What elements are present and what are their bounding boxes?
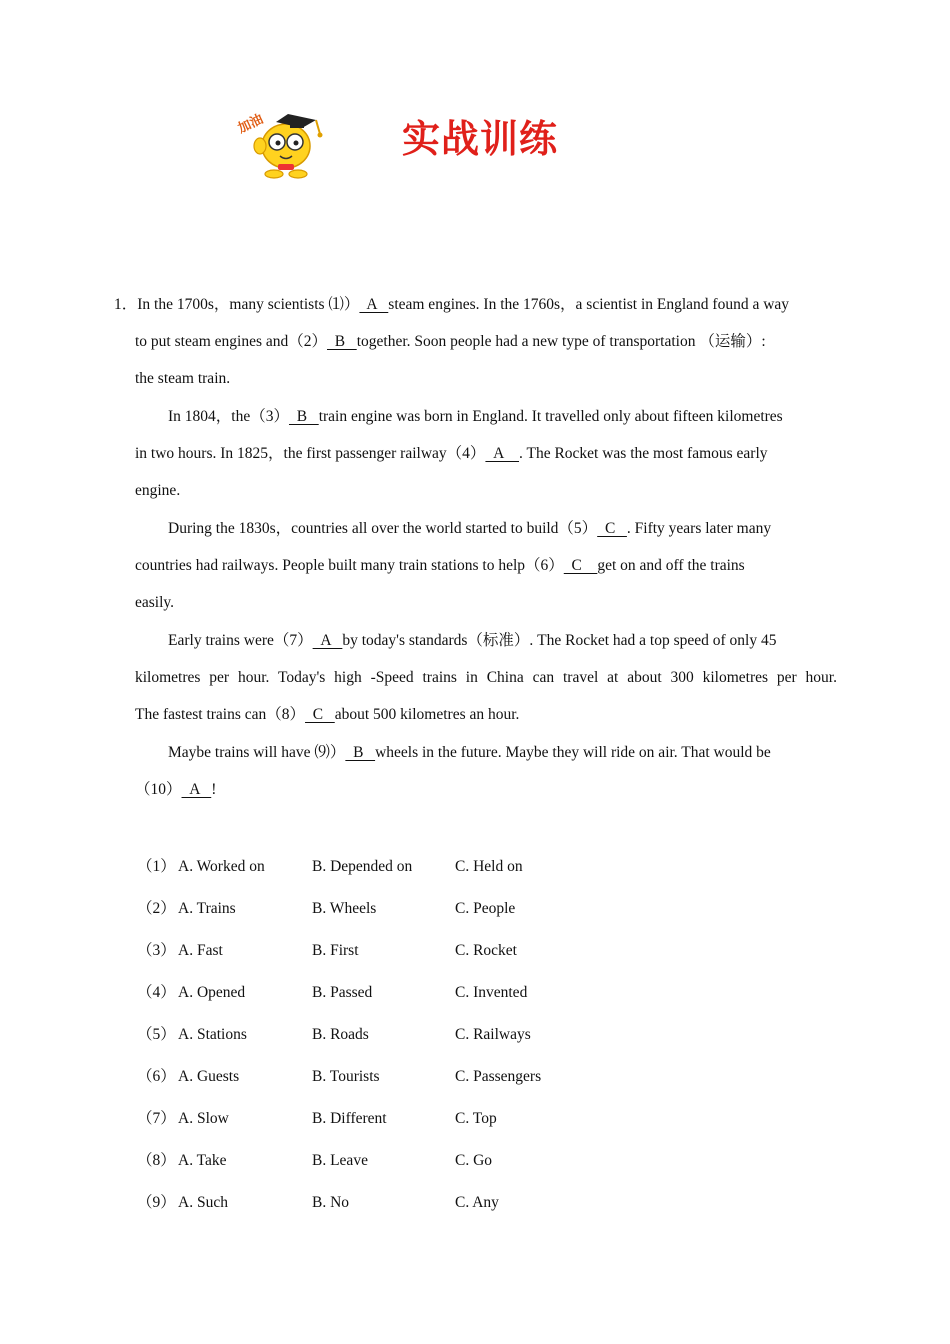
passage-line-12: The fastest trains can（8） C about 500 kilometres an hour. [135, 706, 520, 723]
answer-blank-9: B [345, 744, 376, 761]
answer-blank-8: C [305, 706, 335, 723]
answer-blank-1: A [359, 296, 389, 313]
passage-line-7: During the 1830s，countries all over the world started to build（5） C . Fifty years later many [168, 520, 772, 537]
option-b: B. Wheels [312, 900, 377, 917]
option-a: A. Slow [178, 1110, 229, 1127]
option-a: A. Trains [178, 900, 236, 917]
option-number: （1） [137, 858, 176, 875]
answer-blank-7: A [312, 632, 343, 649]
option-b: B. No [312, 1194, 350, 1211]
option-c: C. Passengers [455, 1068, 542, 1085]
option-c: C. Top [455, 1110, 497, 1127]
option-a: A. Opened [178, 984, 246, 1001]
option-a: A. Guests [178, 1068, 240, 1085]
passage-line-4: In 1804，the（3） B train engine was born in England. It travelled only about fifteen kilometres [168, 408, 783, 425]
option-c: C. People [455, 900, 516, 917]
option-b: B. Depended on [312, 858, 413, 875]
answer-blank-10: A [181, 781, 212, 798]
passage-line-11: kilometres per hour. Today's high -Speed trains in China can travel at about 300 kilometres per hour. [135, 669, 837, 686]
passage-line-1: 1．In the 1700s，many scientists ⑴） A steam engines. In the 1760s，a scientist in England found a way [114, 296, 790, 313]
answer-blank-4: A [485, 445, 520, 462]
option-c: C. Railways [455, 1026, 531, 1043]
option-a: A. Fast [178, 942, 223, 959]
option-b: B. Different [312, 1110, 387, 1127]
answer-blank-3: B [288, 408, 319, 425]
option-number: （9） [137, 1194, 176, 1211]
option-b: B. Tourists [312, 1068, 380, 1085]
answer-blank-5: C [597, 520, 627, 537]
option-number: （6） [137, 1068, 176, 1085]
mascot-text: 加油 [236, 112, 266, 137]
passage-line-13: Maybe trains will have ⑼） B wheels in the future. Maybe they will ride on air. That would be [168, 744, 771, 761]
option-c: C. Held on [455, 858, 523, 875]
option-a: A. Such [178, 1194, 228, 1211]
option-a: A. Take [178, 1152, 227, 1169]
option-b: B. Passed [312, 984, 373, 1001]
option-b: B. Roads [312, 1026, 369, 1043]
passage-line-6: engine. [135, 482, 181, 499]
passage-line-14: （10） A ! [135, 781, 217, 798]
mascot-icon [236, 106, 336, 180]
answer-blank-2: B [327, 333, 357, 350]
passage-line-2: to put steam engines and（2） B together. Soon people had a new type of transportation （运输）: [135, 333, 766, 350]
option-number: （8） [137, 1152, 176, 1169]
passage-line-5: in two hours. In 1825，the first passenger railway（4） A . The Rocket was the most famous early [135, 445, 768, 462]
option-b: B. Leave [312, 1152, 368, 1169]
passage-line-10: Early trains were（7） A by today's standards（标准）. The Rocket had a top speed of only 45 [168, 632, 777, 649]
option-c: C. Go [455, 1152, 493, 1169]
option-c: C. Rocket [455, 942, 517, 959]
page-title: 实战训练 [402, 117, 559, 161]
option-a: A. Stations [178, 1026, 247, 1043]
option-number: （3） [137, 942, 176, 959]
option-number: （2） [137, 900, 176, 917]
option-c: C. Invented [455, 984, 528, 1001]
option-a: A. Worked on [178, 858, 265, 875]
option-number: （5） [137, 1026, 176, 1043]
option-number: （4） [137, 984, 176, 1001]
answer-blank-6: C [563, 557, 598, 574]
option-b: B. First [312, 942, 359, 959]
passage-line-8: countries had railways. People built many train stations to help（6） C get on and off the trains [135, 557, 745, 574]
option-number: （7） [137, 1110, 176, 1127]
passage-line-9: easily. [135, 594, 175, 611]
option-c: C. Any [455, 1194, 499, 1211]
passage-line-3: the steam train. [135, 370, 231, 387]
